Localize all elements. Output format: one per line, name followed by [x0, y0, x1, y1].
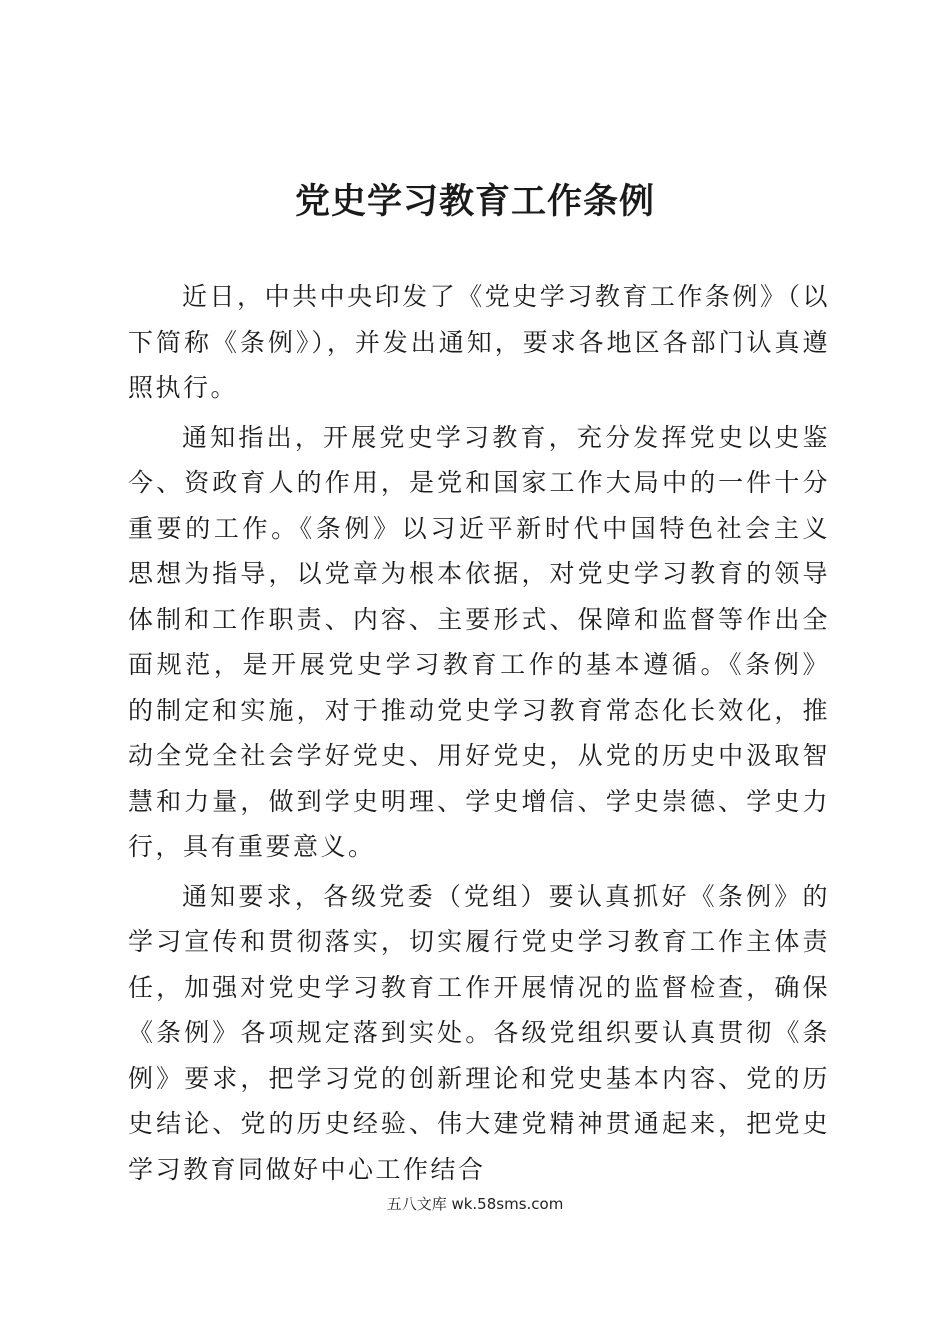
paragraph-1: 近日，中共中央印发了《党史学习教育工作条例》（以下简称《条例》），并发出通知，要求各地区各部门认真遵照执行。: [128, 282, 830, 402]
paragraph-2: 通知指出，开展党史学习教育，充分发挥党史以史鉴今、资政育人的作用，是党和国家工作大局中的一件十分重要的工作。《条例》以习近平新时代中国特色社会主义思想为指导，以党章为根本依据，对党史学习教育的领导体制和工作职责、内容、主要形式、保障和监督等作出全面规范，是开展党史学习教育工作的基本遵循。《条例》的制定和实施，对于推动党史学习教育常态化长效化，推动全党全社会学好党史、用好党史，从党的历史中汲取智慧和力量，做到学史明理、学史增信、学史崇德、学史力行，具有重要意义。: [128, 422, 830, 861]
document-body: [128, 274, 830, 1196]
paragraph-3: 通知要求，各级党委（党组）要认真抓好《条例》的学习宣传和贯彻落实，切实履行党史学习教育工作主体责任，加强对党史学习教育工作开展情况的监督检查，确保《条例》各项规定落到实处。各级党组织要认真贯彻《条例》要求，把学习党的创新理论和党史基本内容、党的历史结论、党的历史经验、伟大建党精神贯通起来，把党史学习教育同做好中心工作结合: [128, 881, 830, 1184]
document-title: 党史学习教育工作条例: [294, 181, 655, 222]
page-footer-watermark: 五八文库 wk.58sms.com: [386, 1195, 564, 1213]
